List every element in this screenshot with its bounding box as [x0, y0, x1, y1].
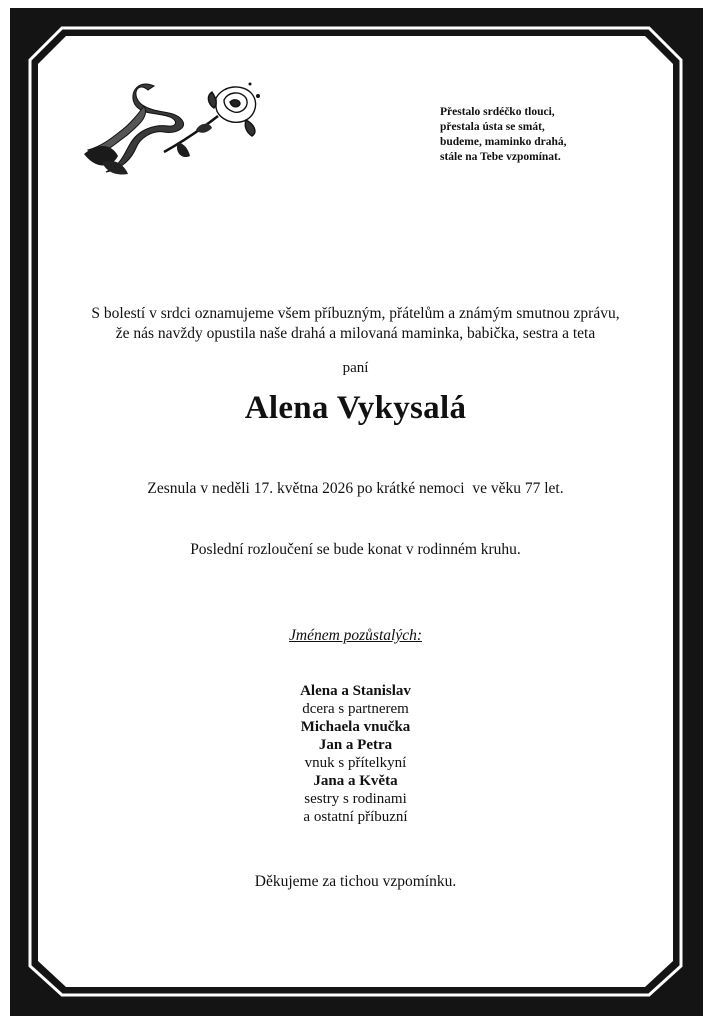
mourner-entry: Alena a Stanislav: [300, 683, 411, 699]
poem-line: budeme, maminko drahá,: [440, 136, 567, 148]
honorific: paní: [342, 360, 369, 376]
mourner-relation: vnuk s přítelkyní: [304, 755, 407, 771]
mourner-relation: dcera s partnerem: [302, 701, 409, 717]
rose-with-ribbon-icon: [78, 76, 264, 180]
deceased-name: Alena Vykysalá: [244, 390, 467, 426]
mourner-entry: Jana a Květa: [313, 773, 398, 789]
intro-line: S bolestí v srdci oznamujeme všem příbuzným, přátelům a známým smutnou zprávu,: [91, 305, 620, 322]
mourner-entry: Michaela vnučka: [300, 719, 411, 735]
announcement-intro: [60, 304, 651, 344]
farewell-info: Poslední rozloučení se bude konat v rodinném kruhu.: [190, 541, 521, 558]
poem-line: stále na Tebe vzpomínat.: [440, 151, 561, 163]
mourner-relation: sestry s rodinami: [304, 791, 407, 807]
mourners-list: [60, 682, 651, 826]
mourner-entry: Jan a Petra: [318, 737, 393, 753]
mourners-heading: Jménem pozůstalých:: [289, 627, 422, 644]
closing-thanks: Děkujeme za tichou vzpomínku.: [254, 873, 457, 890]
mourner-relation: a ostatní příbuzní: [303, 809, 408, 825]
intro-line: že nás navždy opustila naše drahá a milovaná maminka, babička, sestra a teta: [115, 325, 596, 342]
poem-line: Přestalo srdéčko tlouci,: [440, 106, 555, 118]
death-info: Zesnula v neděli 17. května 2026 po krátké nemoci ve věku 77 let.: [147, 480, 564, 497]
poem: [440, 105, 640, 165]
poem-line: přestala ústa se smát,: [440, 121, 545, 133]
